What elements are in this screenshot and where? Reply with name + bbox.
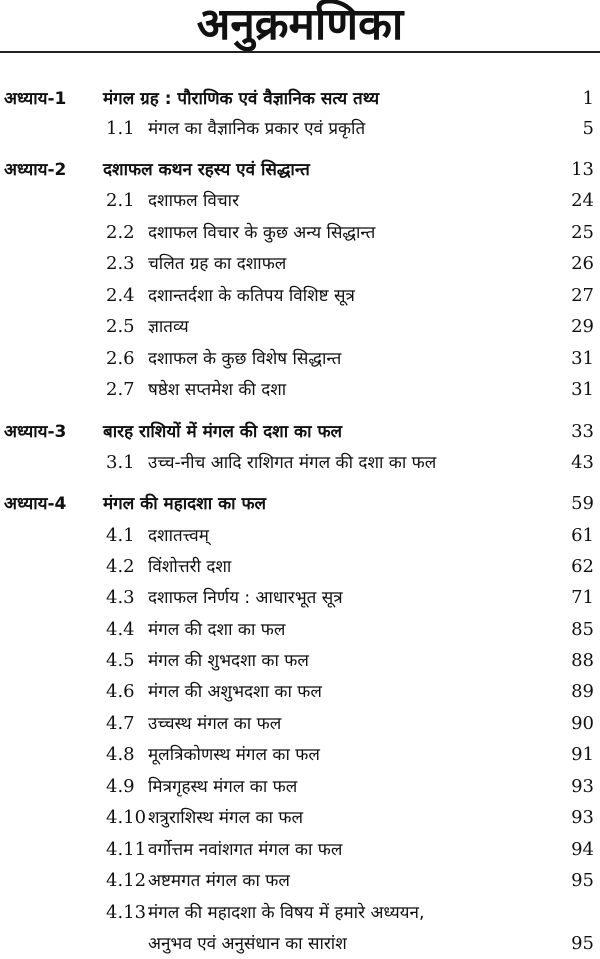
page-number: 93 (571, 807, 594, 828)
page-number: 62 (571, 556, 594, 577)
toc-section-row (0, 186, 600, 216)
page-number: 31 (571, 379, 594, 400)
toc-section-row (0, 709, 600, 739)
toc-section-row (0, 114, 600, 144)
section-number: 4.8 (106, 744, 135, 765)
toc-section-row (0, 375, 600, 405)
section-number: 2.2 (106, 222, 135, 243)
section-number: 2.4 (106, 285, 135, 306)
page-number: 91 (571, 744, 594, 765)
entry-title: दशाफल कथन रहस्य एवं सिद्धान्त (103, 160, 310, 180)
page-number: 61 (571, 525, 594, 546)
section-number: 4.10 (106, 807, 147, 828)
entry-title: मंगल की दशा का फल (148, 620, 286, 640)
entry-title: शत्रुराशिस्थ मंगल का फल (148, 808, 303, 828)
entry-title: मूलत्रिकोणस्थ मंगल का फल (148, 745, 320, 765)
page-number: 90 (571, 713, 594, 734)
entry-title: दशाफल विचार (148, 191, 240, 211)
entry-title: मंगल की अशुभदशा का फल (148, 682, 322, 702)
toc-section-row (0, 218, 600, 248)
section-number: 4.9 (106, 776, 135, 797)
entry-title: बारह राशियों में मंगल की दशा का फल (103, 422, 343, 442)
entry-title: मंगल का वैज्ञानिक प्रकार एवं प्रकृति (148, 119, 366, 139)
page-number: 95 (571, 870, 594, 891)
page-number: 24 (571, 190, 594, 211)
page-title: अनुक्रमणिका (196, 0, 404, 50)
entry-title: चलित ग्रह का दशाफल (148, 254, 287, 274)
page-number: 1 (582, 88, 594, 109)
page-number: 13 (571, 159, 594, 180)
toc-section-row (0, 929, 600, 959)
section-number: 2.1 (106, 190, 135, 211)
chapter-label: अध्याय-2 (4, 160, 67, 180)
section-number: 2.6 (106, 348, 135, 369)
toc-chapter-row (0, 489, 600, 519)
section-number: 4.7 (106, 713, 135, 734)
chapter-label: अध्याय-1 (4, 89, 67, 109)
page-number: 71 (571, 587, 594, 608)
section-number: 4.3 (106, 587, 135, 608)
section-number: 4.11 (106, 839, 147, 860)
toc-section-row (0, 312, 600, 342)
page-number: 33 (571, 421, 594, 442)
section-number: 4.12 (106, 870, 147, 891)
section-number: 4.1 (106, 525, 135, 546)
page-number: 26 (571, 253, 594, 274)
page-number: 85 (571, 619, 594, 640)
toc-section-row (0, 646, 600, 676)
toc-section-row (0, 249, 600, 279)
toc-section-row (0, 835, 600, 865)
chapter-label: अध्याय-4 (4, 494, 67, 514)
entry-title: मंगल ग्रह : पौराणिक एवं वैज्ञानिक सत्य तथ्य (103, 89, 380, 109)
toc-section-row (0, 898, 600, 928)
entry-title: ज्ञातव्य (148, 317, 189, 337)
toc-section-row (0, 583, 600, 613)
entry-title: उच्च-नीच आदि राशिगत मंगल की दशा का फल (148, 453, 437, 473)
page-number: 93 (571, 776, 594, 797)
entry-title: मंगल की महादशा का फल (103, 494, 267, 514)
page-number: 89 (571, 681, 594, 702)
entry-title: अष्टमगत मंगल का फल (148, 871, 290, 891)
section-number: 2.5 (106, 316, 135, 337)
section-number: 2.3 (106, 253, 135, 274)
page-number: 95 (571, 933, 594, 954)
page-number: 27 (571, 285, 594, 306)
entry-title: दशाफल के कुछ विशेष सिद्धान्त (148, 349, 342, 369)
section-number: 1.1 (106, 118, 135, 139)
entry-title: विंशोत्तरी दशा (148, 557, 232, 577)
section-number: 4.13 (106, 902, 147, 923)
toc-section-row (0, 803, 600, 833)
entry-title: वर्गोत्तम नवांशगत मंगल का फल (148, 840, 343, 860)
page-number: 29 (571, 316, 594, 337)
toc-section-row (0, 677, 600, 707)
page-number: 59 (571, 493, 594, 514)
section-number: 4.5 (106, 650, 135, 671)
section-number: 4.6 (106, 681, 135, 702)
page-number: 25 (571, 222, 594, 243)
entry-title: दशातत्त्वम् (148, 526, 209, 546)
page-number: 5 (582, 118, 594, 139)
toc-section-row (0, 521, 600, 551)
title-divider (0, 51, 600, 53)
entry-title: मित्रगृहस्थ मंगल का फल (148, 777, 298, 797)
toc-section-row (0, 552, 600, 582)
entry-title: षष्ठेश सप्तमेश की दशा (148, 380, 287, 400)
entry-title: उच्चस्थ मंगल का फल (148, 714, 282, 734)
section-number: 4.4 (106, 619, 135, 640)
section-number: 4.2 (106, 556, 135, 577)
toc-section-row (0, 281, 600, 311)
entry-title: अनुभव एवं अनुसंधान का सारांश (148, 934, 347, 954)
toc-chapter-row (0, 155, 600, 185)
toc-section-row (0, 740, 600, 770)
entry-title: मंगल की शुभदशा का फल (148, 651, 309, 671)
page-number: 31 (571, 348, 594, 369)
section-number: 3.1 (106, 452, 135, 473)
toc-section-row (0, 866, 600, 896)
toc-section-row (0, 772, 600, 802)
toc-chapter-row (0, 417, 600, 447)
entry-title: मंगल की महादशा के विषय में हमारे अध्ययन, (148, 903, 425, 923)
page-number: 88 (571, 650, 594, 671)
page-number: 94 (571, 839, 594, 860)
entry-title: दशान्तर्दशा के कतिपय विशिष्ट सूत्र (148, 286, 355, 306)
entry-title: दशाफल निर्णय : आधारभूत सूत्र (148, 588, 343, 608)
section-number: 2.7 (106, 379, 135, 400)
toc-section-row (0, 448, 600, 478)
toc-section-row (0, 615, 600, 645)
toc-chapter-row (0, 84, 600, 114)
page-number: 43 (571, 452, 594, 473)
chapter-label: अध्याय-3 (4, 422, 67, 442)
toc-section-row (0, 344, 600, 374)
entry-title: दशाफल विचार के कुछ अन्य सिद्धान्त (148, 223, 376, 243)
